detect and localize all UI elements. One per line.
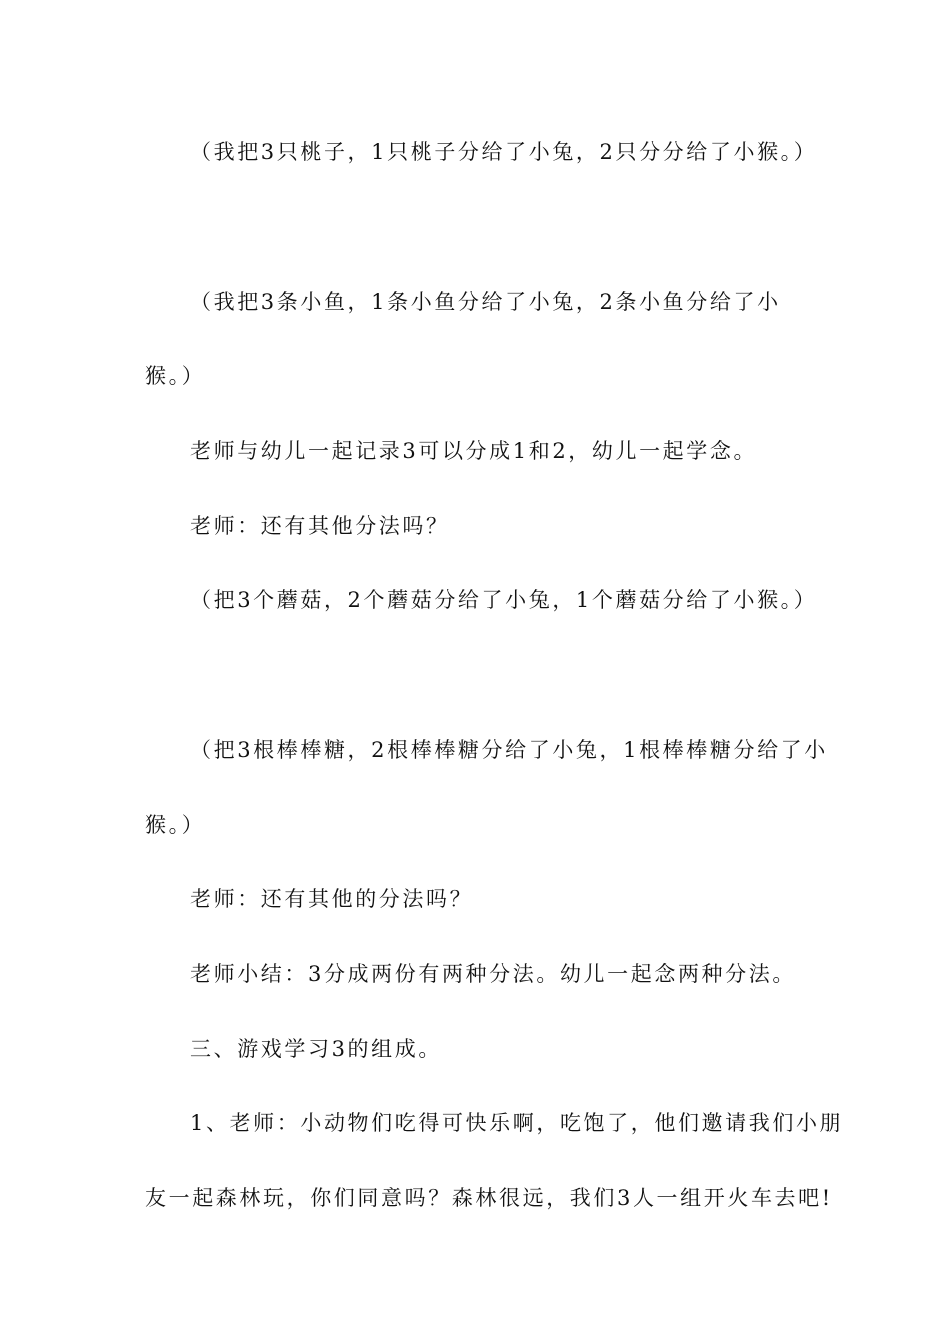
paragraph-teacher-question-2: 老师：还有其他的分法吗？ [190, 887, 474, 911]
paragraph-peach-split: （我把3只桃子，1只桃子分给了小兔，2只分分给了小猴。） [190, 140, 818, 164]
paragraph-lollipop-split-cont: 猴。） [145, 813, 206, 837]
paragraph-game-intro: 1、老师：小动物们吃得可快乐啊，吃饱了，他们邀请我们小朋 [190, 1111, 844, 1135]
paragraph-teacher-question-1: 老师：还有其他分法吗？ [190, 514, 450, 538]
paragraph-teacher-summary: 老师小结：3分成两份有两种分法。幼儿一起念两种分法。 [190, 962, 796, 986]
paragraph-record: 老师与幼儿一起记录3可以分成1和2，幼儿一起学念。 [190, 439, 758, 463]
paragraph-fish-split: （我把3条小鱼，1条小鱼分给了小兔，2条小鱼分给了小 [190, 290, 781, 314]
paragraph-mushroom-split: （把3个蘑菇，2个蘑菇分给了小兔，1个蘑菇分给了小猴。） [190, 588, 818, 612]
paragraph-fish-split-cont: 猴。） [145, 364, 206, 388]
paragraph-game-intro-cont: 友一起森林玩，你们同意吗？森林很远，我们3人一组开火车去吧! [145, 1186, 833, 1210]
section-heading-3: 三、游戏学习3的组成。 [190, 1037, 442, 1061]
paragraph-lollipop-split: （把3根棒棒糖，2根棒棒糖分给了小兔，1根棒棒糖分给了小 [190, 738, 828, 762]
